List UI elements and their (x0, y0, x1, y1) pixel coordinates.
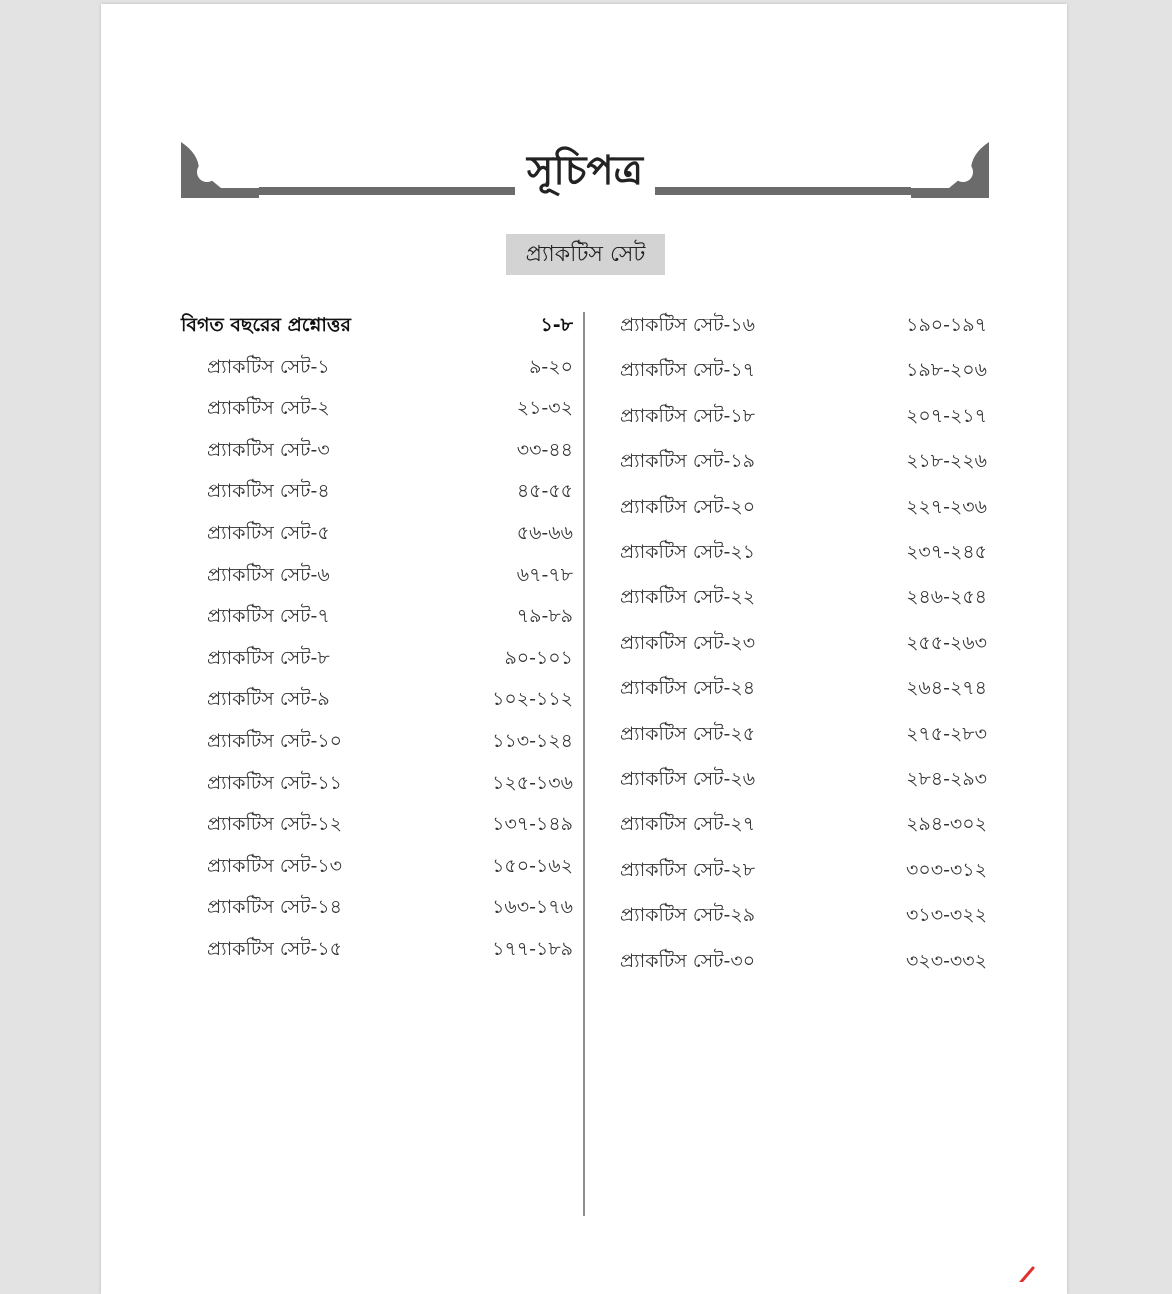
toc-entry (620, 946, 987, 976)
toc-entry-label: প্র্যাকটিস সেট-৭ (207, 605, 330, 628)
toc-entry (620, 355, 987, 385)
title-banner (181, 132, 989, 212)
toc-entry (620, 582, 987, 612)
toc-entry (181, 310, 573, 340)
toc-entry-label: প্র্যাকটিস সেট-১৪ (207, 896, 342, 919)
toc-entry-pages: ১৯০-১৯৭ (906, 314, 987, 336)
toc-entry-label: প্র্যাকটিস সেট-৫ (207, 522, 330, 544)
toc-entry (620, 310, 987, 340)
toc-entry (620, 855, 987, 885)
toc-entry-pages: ৫৬-৬৬ (516, 522, 573, 544)
toc-entry-label: প্র্যাকটিস সেট-২৭ (620, 813, 756, 836)
toc-entry-pages: ৩৩-৪৪ (516, 438, 573, 461)
toc-entry-label: প্র্যাকটিস সেট-১৮ (620, 404, 755, 427)
toc-entry-pages: ২২৭-২৩৬ (906, 495, 987, 518)
toc-entry-pages: ২১-৩২ (516, 397, 573, 420)
toc-entry-label: প্র্যাকটিস সেট-১২ (207, 813, 343, 836)
toc-entry-pages: ৬৭-৭৮ (516, 563, 573, 586)
page-title: সূচিপত্র (517, 142, 653, 200)
toc-entry (207, 435, 573, 465)
toc-entry-pages: ১৭৭-১৮৯ (492, 938, 573, 960)
toc-entry-pages: ২৪৬-২৫৪ (906, 586, 987, 609)
toc-entry-label: প্র্যাকটিস সেট-১৬ (620, 314, 756, 336)
toc-entry (207, 476, 573, 506)
toc-entry-pages: ১২৫-১৩৬ (492, 771, 573, 794)
toc-entry-pages: ৭৯-৮৯ (516, 605, 573, 628)
toc-entry (620, 719, 987, 749)
toc-entry-pages: ১০২-১১২ (492, 688, 573, 711)
column-divider (583, 312, 585, 1216)
toc-entry-pages: ৩০৩-৩১২ (906, 858, 987, 881)
toc-entry-label: প্র্যাকটিস সেট-২ (207, 397, 330, 420)
toc-entry-label: প্র্যাকটিস সেট-২১ (620, 541, 756, 563)
toc-entry-label: বিগত বছরের প্রশ্নোত্তর (181, 314, 351, 336)
toc-entry-label: প্র্যাকটিস সেট-৩০ (620, 949, 756, 972)
toc-entry-pages: ১৬৩-১৭৬ (492, 896, 573, 919)
toc-entry-pages: ৯০-১০১ (504, 646, 573, 669)
toc-entry (207, 560, 573, 590)
toc-entry-pages: ১৯৮-২০৬ (906, 359, 987, 382)
toc-entry-label: প্র্যাকটিস সেট-২৯ (620, 904, 756, 927)
toc-entry (207, 643, 573, 673)
toc-entry-pages: ২৭৫-২৮৩ (906, 722, 987, 745)
toc-entry-label: প্র্যাকটিস সেট-১ (207, 355, 330, 378)
toc-entry-pages: ১১৩-১২৪ (492, 730, 573, 752)
toc-entry (620, 401, 987, 431)
toc-entry (207, 809, 573, 839)
toc-entry-pages: ২০৭-২১৭ (906, 404, 987, 427)
toc-entry-label: প্র্যাকটিস সেট-২৮ (620, 858, 756, 881)
toc-entry-label: প্র্যাকটিস সেট-২২ (620, 586, 756, 609)
toc-entry-pages: ২৮৪-২৯৩ (906, 768, 987, 790)
toc-entry (620, 628, 987, 658)
toc-entry (620, 492, 987, 522)
toc-entry (207, 601, 573, 631)
toc-entry-label: প্র্যাকটিস সেট-২০ (620, 495, 756, 518)
toc-entry (207, 934, 573, 964)
toc-entry (620, 537, 987, 567)
toc-entry (207, 518, 573, 548)
toc-entry-pages: ৩১৩-৩২২ (906, 904, 987, 927)
toc-entry-label: প্র্যাকটিস সেট-১৭ (620, 359, 756, 382)
toc-entry-label: প্র্যাকটিস সেট-২৩ (620, 631, 756, 654)
toc-entry-label: প্র্যাকটিস সেট-২৬ (620, 768, 756, 790)
toc-entry-label: প্র্যাকটিস সেট-১৩ (207, 854, 343, 877)
toc-entry-pages: ১৩৭-১৪৯ (492, 813, 573, 836)
section-subtitle: প্র্যাকটিস সেট (506, 234, 665, 275)
toc-entry (207, 768, 573, 798)
toc-entry-label: প্র্যাকটিস সেট-৬ (207, 563, 330, 586)
toc-entry-pages: ২৯৪-৩০২ (906, 813, 987, 836)
toc-entry-pages: ১৫০-১৬২ (492, 854, 573, 877)
toc-entry (207, 393, 573, 423)
toc-entry-pages: ৩২৩-৩৩২ (906, 949, 987, 972)
toc-entry-label: প্র্যাকটিস সেট-২৫ (620, 722, 756, 745)
toc-entry-label: প্র্যাকটিস সেট-১১ (207, 771, 342, 794)
toc-entry (207, 352, 573, 382)
toc-entry (207, 726, 573, 756)
toc-entry (620, 673, 987, 703)
toc-entry-label: প্র্যাকটিস সেট-৪ (207, 480, 330, 503)
toc-entry-pages: ২৫৫-২৬৩ (906, 631, 987, 654)
toc-entry-pages: ৪৫-৫৫ (516, 480, 573, 503)
toc-entry-pages: ২১৮-২২৬ (906, 450, 987, 473)
toc-entry (620, 446, 987, 476)
toc-entry (207, 892, 573, 922)
toc-entry-label: প্র্যাকটিস সেট-১৯ (620, 450, 755, 473)
toc-entry-label: প্র্যাকটিস সেট-১৫ (207, 938, 342, 960)
toc-entry-label: প্র্যাকটিস সেট-২৪ (620, 677, 756, 700)
toc-entry-pages: ২৩৭-২৪৫ (906, 541, 987, 563)
toc-entry-label: প্র্যাকটিস সেট-১০ (207, 730, 343, 752)
toc-entry-label: প্র্যাকটিস সেট-৯ (207, 688, 330, 711)
toc-entry-label: প্র্যাকটিস সেট-৩ (207, 438, 330, 461)
toc-entry (620, 809, 987, 839)
toc-entry-pages: ২৬৪-২৭৪ (906, 677, 987, 700)
toc-entry (207, 851, 573, 881)
toc-entry (207, 684, 573, 714)
toc-entry-pages: ৯-২০ (529, 355, 573, 378)
toc-entry (620, 900, 987, 930)
toc-entry-pages: ১-৮ (540, 314, 573, 336)
document-page (101, 4, 1067, 1294)
toc-entry-label: প্র্যাকটিস সেট-৮ (207, 646, 330, 669)
toc-entry (620, 764, 987, 794)
